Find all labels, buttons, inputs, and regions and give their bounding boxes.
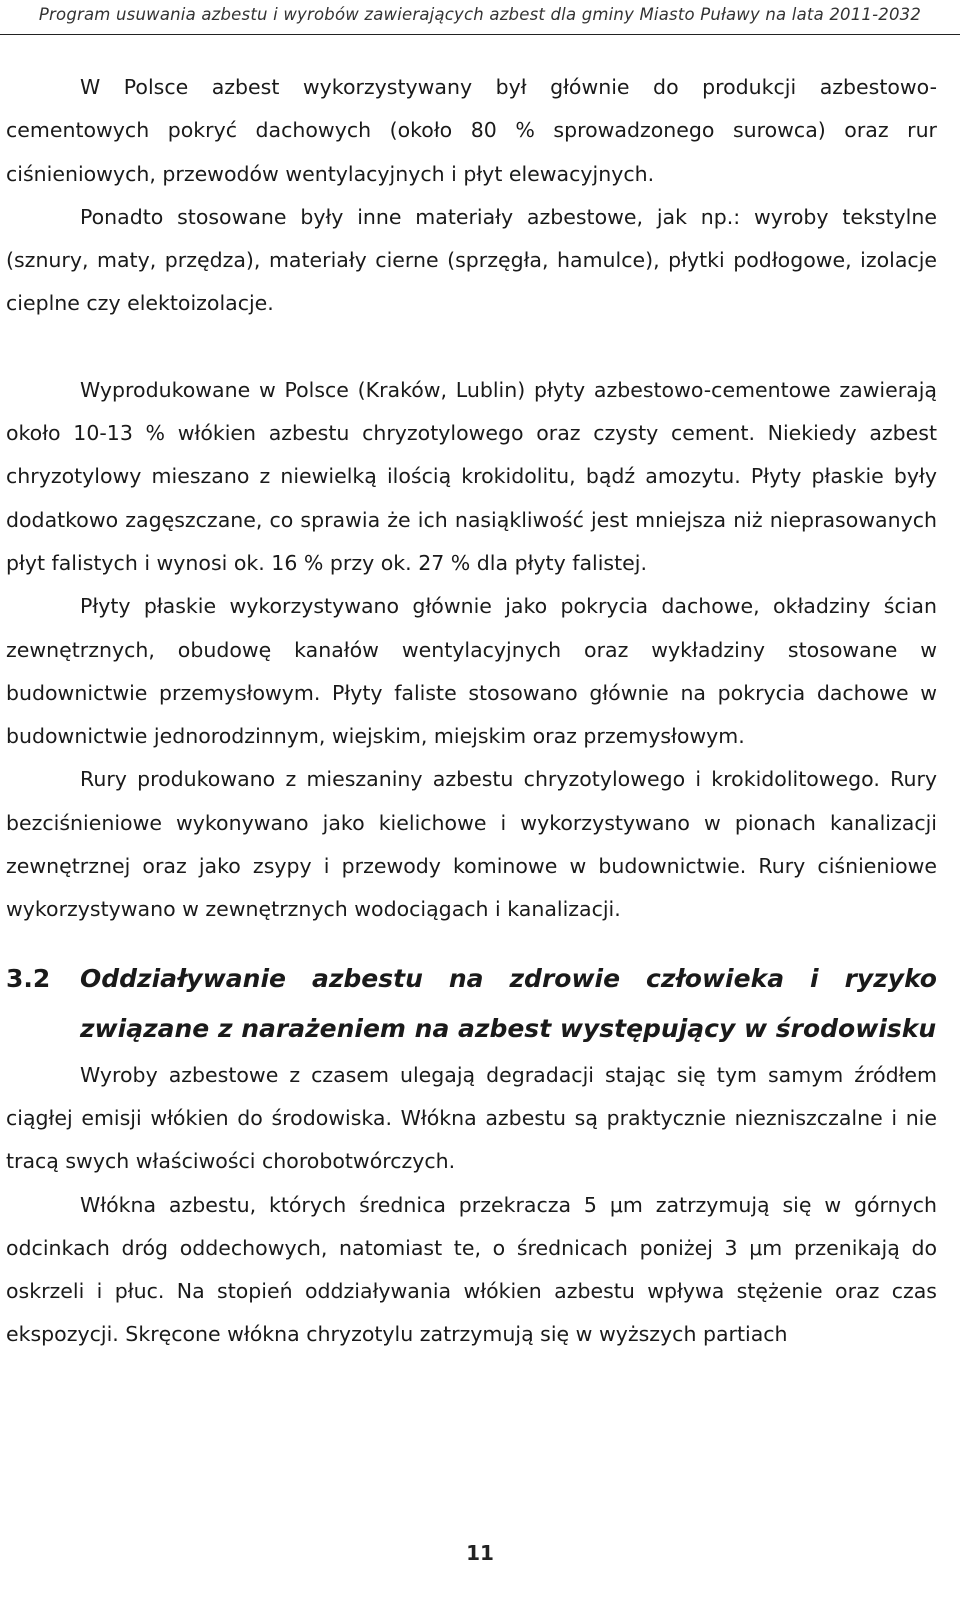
body-paragraph: Ponadto stosowane były inne materiały azbestowe, jak np.: wyroby tekstylne (sznury, maty, przędza), materiały cierne (sprzęgła, hamulce), płytki podłogowe, izolacje cieplne czy elektoizolacje. xyxy=(6,204,937,316)
section-title: Oddziaływanie azbestu na zdrowie człowieka i ryzyko związane z narażeniem na azbest występujący w środowisku xyxy=(80,963,937,1043)
body-paragraph: Wyroby azbestowe z czasem ulegają degradacji stając się tym samym źródłem ciągłej emisji włókien do środowiska. Włókna azbestu są praktycznie niezniszczalne i nie tracą swych właściwości chorobotwórczych. xyxy=(6,1062,937,1174)
body-paragraph: Włókna azbestu, których średnica przekracza 5 μm zatrzymują się w górnych odcinkach dróg oddechowych, natomiast te, o średnicach poniżej 3 μm przenikają do oskrzeli i płuc. Na stopień oddziaływania włókien azbestu wpływa stężenie oraz czas ekspozycji. Skręcone włókna chryzotylu zatrzymują się w wyższych partiach xyxy=(6,1192,937,1347)
running-header: Program usuwania azbestu i wyrobów zawierających azbest dla gminy Miasto Puławy na lata 2011-2032 xyxy=(0,2,960,35)
section-heading xyxy=(6,954,937,1054)
page-number: 11 xyxy=(466,1541,494,1565)
body-paragraph: W Polsce azbest wykorzystywany był głównie do produkcji azbestowo-cementowych pokryć dachowych (około 80 % sprowadzonego surowca) oraz rur ciśnieniowych, przewodów wentylacyjnych i płyt elewacyjnych. xyxy=(6,75,937,186)
document-body xyxy=(6,66,937,1357)
body-paragraph: Płyty płaskie wykorzystywano głównie jako pokrycia dachowe, okładziny ścian zewnętrznych, obudowę kanałów wentylacyjnych oraz wykładziny stosowane w budownictwie przemysłowym. Płyty faliste stosowano głównie na pokrycia dachowe w budownictwie jednorodzinnym, wiejskim, miejskim oraz przemysłowym. xyxy=(6,594,937,749)
body-paragraph: Rury produkowano z mieszaniny azbestu chryzotylowego i krokidolitowego. Rury bezciśnieniowe wykonywano jako kielichowe i wykorzystywano w pionach kanalizacji zewnętrznej oraz jako zsypy i przewody kominowe w budownictwie. Rury ciśnieniowe wykorzystywano w zewnętrznych wodociągach i kanalizacji. xyxy=(6,767,937,922)
body-paragraph: Wyprodukowane w Polsce (Kraków, Lublin) płyty azbestowo-cementowe zawierają około 10-13 % włókien azbestu chryzotylowego oraz czysty cement. Niekiedy azbest chryzotylowy mieszano z niewielką ilością krokidolitu, bądź amozytu. Płyty płaskie były dodatkowo zagęszczane, co sprawia że ich nasiąkliwość jest mniejsza niż nieprasowanych płyt falistych i wynosi ok. 16 % przy ok. 27 % dla płyty falistej. xyxy=(6,377,937,575)
section-number: 3.2 xyxy=(6,963,51,993)
